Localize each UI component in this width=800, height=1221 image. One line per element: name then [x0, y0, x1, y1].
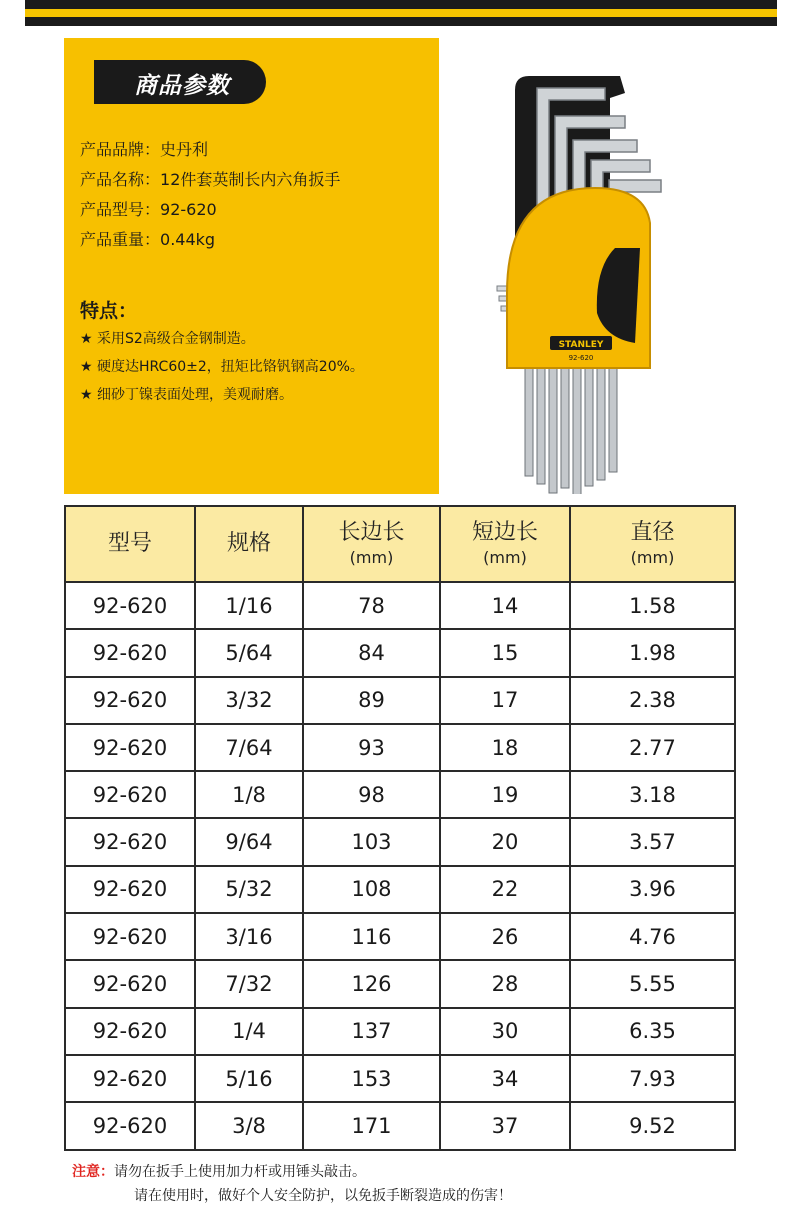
top-banner [25, 0, 777, 26]
cell-model: 92-620 [65, 677, 195, 724]
table-row [65, 677, 735, 724]
cell-size: 1/16 [195, 582, 303, 629]
header-short-arm: 短边长 (mm) [440, 506, 570, 582]
cell-model: 92-620 [65, 629, 195, 676]
cell-diameter: 1.58 [570, 582, 735, 629]
features-title: 特点： [80, 300, 138, 322]
spec-weight: 产品重量：0.44kg [80, 230, 216, 249]
features-list [80, 330, 364, 414]
cell-model: 92-620 [65, 960, 195, 1007]
cell-size: 5/64 [195, 629, 303, 676]
spec-model: 产品型号：92-620 [80, 200, 217, 219]
cell-size: 3/8 [195, 1102, 303, 1149]
cell-long-arm: 84 [303, 629, 440, 676]
cell-size: 1/8 [195, 771, 303, 818]
cell-diameter: 2.77 [570, 724, 735, 771]
cell-size: 3/16 [195, 913, 303, 960]
note-line-2: 请在使用时，做好个人安全防护，以免扳手断裂造成的伤害！ [134, 1188, 512, 1204]
cell-long-arm: 137 [303, 1008, 440, 1055]
cell-model: 92-620 [65, 818, 195, 865]
cell-model: 92-620 [65, 582, 195, 629]
table-row [65, 582, 735, 629]
product-image [445, 38, 765, 494]
table-header-row [65, 506, 735, 582]
cell-long-arm: 98 [303, 771, 440, 818]
table-row [65, 818, 735, 865]
cell-diameter: 2.38 [570, 677, 735, 724]
cell-model: 92-620 [65, 913, 195, 960]
table-row [65, 1055, 735, 1102]
header-size: 规格 [195, 506, 303, 582]
table-row [65, 960, 735, 1007]
header-long-arm: 长边长 (mm) [303, 506, 440, 582]
cell-long-arm: 103 [303, 818, 440, 865]
cell-long-arm: 126 [303, 960, 440, 1007]
table-row [65, 771, 735, 818]
cell-size: 5/16 [195, 1055, 303, 1102]
hex-key-set-illustration [445, 38, 765, 494]
cell-short-arm: 26 [440, 913, 570, 960]
cell-short-arm: 28 [440, 960, 570, 1007]
cell-long-arm: 108 [303, 866, 440, 913]
cell-short-arm: 34 [440, 1055, 570, 1102]
cell-size: 9/64 [195, 818, 303, 865]
cell-short-arm: 22 [440, 866, 570, 913]
cell-diameter: 6.35 [570, 1008, 735, 1055]
spec-table [64, 505, 736, 1151]
product-brand-label: STANLEY [558, 340, 604, 350]
section-title: 商品参数 [134, 73, 230, 99]
cell-short-arm: 19 [440, 771, 570, 818]
cell-model: 92-620 [65, 1055, 195, 1102]
cell-short-arm: 15 [440, 629, 570, 676]
cell-diameter: 1.98 [570, 629, 735, 676]
cell-size: 7/32 [195, 960, 303, 1007]
product-info-panel [64, 38, 439, 494]
cell-diameter: 9.52 [570, 1102, 735, 1149]
table-row [65, 913, 735, 960]
cell-model: 92-620 [65, 1102, 195, 1149]
cell-size: 1/4 [195, 1008, 303, 1055]
header-diameter: 直径 (mm) [570, 506, 735, 582]
cell-long-arm: 171 [303, 1102, 440, 1149]
cell-long-arm: 78 [303, 582, 440, 629]
cell-diameter: 4.76 [570, 913, 735, 960]
cell-model: 92-620 [65, 1008, 195, 1055]
section-title-tag [94, 60, 266, 104]
cell-model: 92-620 [65, 771, 195, 818]
product-model-label: 92-620 [568, 354, 594, 362]
cell-short-arm: 17 [440, 677, 570, 724]
table-row [65, 1008, 735, 1055]
table-row [65, 724, 735, 771]
feature-item: ★ 细砂丁镍表面处理，美观耐磨。 [80, 387, 294, 403]
note-label: 注意： [72, 1164, 114, 1180]
cell-short-arm: 14 [440, 582, 570, 629]
spec-brand: 产品品牌：史丹利 [80, 140, 209, 159]
spec-list [80, 140, 340, 260]
table-body [65, 582, 735, 1150]
table-row [65, 629, 735, 676]
cell-short-arm: 18 [440, 724, 570, 771]
cell-diameter: 5.55 [570, 960, 735, 1007]
cell-size: 5/32 [195, 866, 303, 913]
header-model: 型号 [65, 506, 195, 582]
note-line-1: 请勿在扳手上使用加力杆或用锤头敲击。 [114, 1164, 366, 1180]
table-row [65, 1102, 735, 1149]
cell-diameter: 3.18 [570, 771, 735, 818]
cell-model: 92-620 [65, 866, 195, 913]
cell-long-arm: 89 [303, 677, 440, 724]
cell-long-arm: 116 [303, 913, 440, 960]
safety-note [72, 1161, 366, 1183]
cell-diameter: 3.96 [570, 866, 735, 913]
cell-short-arm: 30 [440, 1008, 570, 1055]
cell-model: 92-620 [65, 724, 195, 771]
table-row [65, 866, 735, 913]
feature-item: ★ 硬度达HRC60±2，扭矩比铬钒钢高20%。 [80, 359, 364, 375]
cell-size: 7/64 [195, 724, 303, 771]
feature-item: ★ 采用S2高级合金钢制造。 [80, 331, 255, 347]
cell-diameter: 3.57 [570, 818, 735, 865]
cell-long-arm: 153 [303, 1055, 440, 1102]
top-banner-stripe [25, 9, 777, 17]
cell-short-arm: 37 [440, 1102, 570, 1149]
cell-diameter: 7.93 [570, 1055, 735, 1102]
spec-name: 产品名称：12件套英制长内六角扳手 [80, 170, 341, 189]
cell-short-arm: 20 [440, 818, 570, 865]
cell-size: 3/32 [195, 677, 303, 724]
cell-long-arm: 93 [303, 724, 440, 771]
